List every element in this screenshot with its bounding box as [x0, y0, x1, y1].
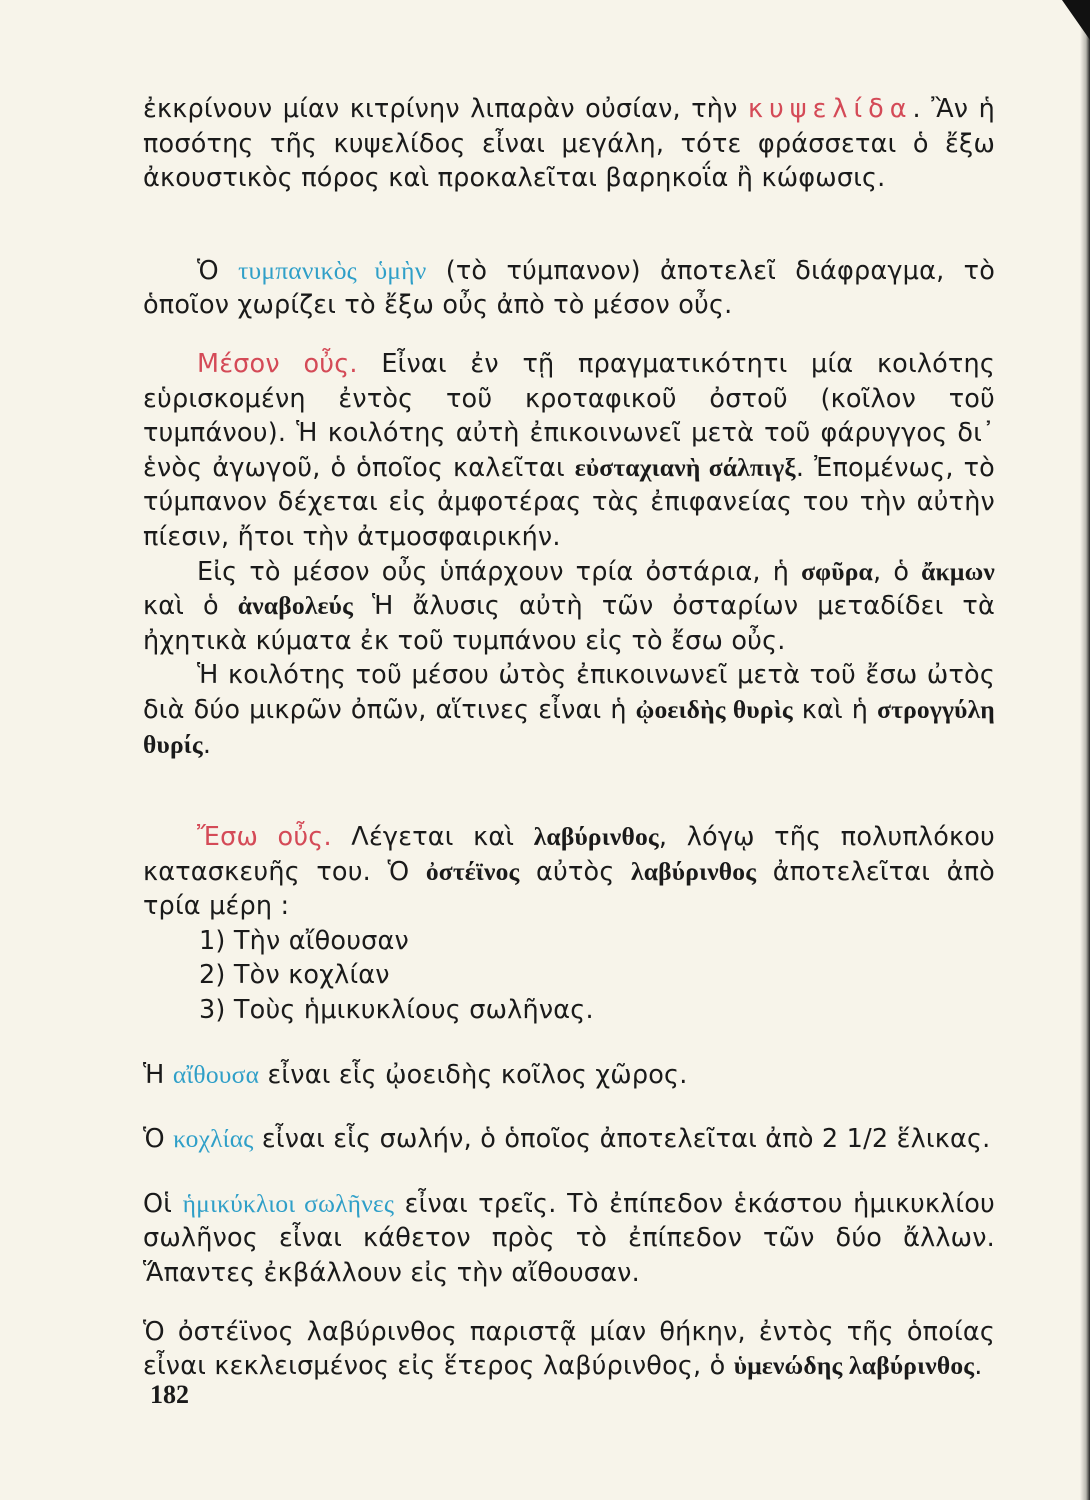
paragraph-membranous: Ὁ ὀστέϊνος λαβύρινθος παριστᾷ μίαν θήκην, ἐντὸς τῆς ὁποίας εἶναι κεκλεισμένος εἰς ἕτερος λαβύρινθος, ὁ ὑμενώδης λαβύρινθος.	[143, 1316, 995, 1382]
paragraph-earwax: ἐκκρίνουν μίαν κιτρίνην λιπαρὰν οὐσίαν, τὴν κυψελίδα. Ἂν ἡ ποσότης τῆς κυψελίδος εἶναι μεγάλη, τότε φράσσεται ὁ ἔξω ἀκουστικὸς πόρος καὶ προκαλεῖται βαρηκοΐα ἢ κώφωσις.	[143, 94, 995, 194]
heading-inner-ear: Ἔσω οὖς.	[197, 822, 332, 853]
term-kypselis: κυψελίδα	[748, 94, 913, 124]
page-body	[143, 92, 995, 1384]
paragraph-vestibule: Ἡ αἴθουσα εἶναι εἷς ᾠοειδὴς κοῖλος χῶρος.	[143, 1059, 688, 1090]
term-labyrinth: λαβύρινθος	[533, 822, 659, 852]
term-tympanic-membrane: τυμπανικὸς ὑμὴν	[238, 255, 427, 285]
term-eustachian-tube: εὐσταχιανὴ σάλπιγξ	[574, 452, 796, 482]
list-item: 1) Τὴν αἴθουσαν	[199, 925, 409, 956]
paragraph-cochlea: Ὁ κοχλίας εἶναι εἷς σωλήν, ὁ ὁποῖος ἀποτελεῖται ἀπὸ 2 1/2 ἕλικας.	[143, 1124, 991, 1155]
paragraph-windows: Ἡ κοιλότης τοῦ μέσου ὠτὸς ἐπικοινωνεῖ μετὰ τοῦ ἔσω ὠτὸς διὰ δύο μικρῶν ὀπῶν, αἵτινες εἶναι ἡ ᾠοειδὴς θυρὶς καὶ ἡ στρογγύλη θυρίς.	[143, 660, 995, 760]
term-bony: ὀστέϊνος	[425, 856, 520, 886]
page-corner	[1062, 0, 1090, 40]
paragraph-inner-ear: Ἔσω οὖς. Λέγεται καὶ λαβύρινθος, λόγῳ τῆς πολυπλόκου κατασκευῆς του. Ὁ ὀστέϊνος αὐτὸς λαβύρινθος ἀποτελεῖται ἀπὸ τρία μέρη :	[143, 822, 996, 922]
heading-middle-ear: Μέσον οὖς.	[197, 348, 358, 379]
term-labyrinth-2: λαβύρινθος	[631, 856, 757, 886]
term-oval-window: ᾠοειδὴς θυρὶς	[635, 694, 793, 724]
term-round-window: στρογγύλη θυρίς	[143, 694, 995, 759]
term-malleus: σφῦρα	[801, 556, 873, 586]
paragraph-ossicles: Εἰς τὸ μέσον οὖς ὑπάρχουν τρία ὀστάρια, ἡ σφῦρα, ὁ ἄκμων καὶ ὁ ἀναβολεύς Ἡ ἄλυσις αὐτὴ τῶν ὀσταρίων μεταδίδει τὰ ἠχητικὰ κύματα ἐκ τοῦ τυμπάνου εἰς τὸ ἔσω οὖς.	[143, 556, 996, 656]
term-vestibule: αἴθουσα	[172, 1059, 260, 1089]
term-incus: ἄκμων	[921, 556, 996, 586]
paragraph-eardrum: Ὁ τυμπανικὸς ὑμὴν (τὸ τύμπανον) ἀποτελεῖ διάφραγμα, τὸ ὁποῖον χωρίζει τὸ ἔξω οὖς ἀπὸ τὸ μέσον οὖς.	[143, 255, 995, 321]
parts-list	[199, 924, 995, 1028]
list-item: 2) Τὸν κοχλίαν	[199, 960, 390, 991]
term-membranous-labyrinth: ὑμενώδης λαβύρινθος	[733, 1351, 975, 1381]
paragraph-semicircular: Οἱ ἡμικύκλιοι σωλῆνες εἶναι τρεῖς. Τὸ ἐπίπεδον ἑκάστου ἡμικυκλίου σωλῆνος εἶναι κάθετον πρὸς τὸ ἐπίπεδον τῶν δύο ἄλλων. Ἅπαντες ἐκβάλλουν εἰς τὴν αἴθουσαν.	[143, 1188, 996, 1289]
list-item: 3) Τοὺς ἡμικυκλίους σωλῆνας.	[199, 995, 594, 1026]
term-stapes: ἀναβολεύς	[237, 591, 354, 621]
page-edge-shadow	[1080, 0, 1090, 1500]
page-number: 182	[150, 1380, 189, 1409]
paragraph-middle-ear: Μέσον οὖς. Εἶναι ἐν τῇ πραγματικότητι μία κοιλότης εὑρισκομένη ἐντὸς τοῦ κροταφικοῦ ὀστοῦ (κοῖλον τοῦ τυμπάνου). Ἡ κοιλότης αὐτὴ ἐπικοινωνεῖ μετὰ τοῦ φάρυγγος δι᾽ ἑνὸς ἀγωγοῦ, ὁ ὁποῖος καλεῖται εὐσταχιανὴ σάλπιγξ. Ἐπομένως, τὸ τύμπανον δέχεται εἰς ἀμφοτέρας τὰς ἐπιφανείας του τὴν αὐτὴν πίεσιν, ἤτοι τὴν ἀτμοσφαιρικήν.	[143, 348, 995, 552]
term-semicircular-canals: ἡμικύκλιοι σωλῆνες	[182, 1188, 395, 1218]
term-cochlea: κοχλίας	[173, 1124, 254, 1154]
